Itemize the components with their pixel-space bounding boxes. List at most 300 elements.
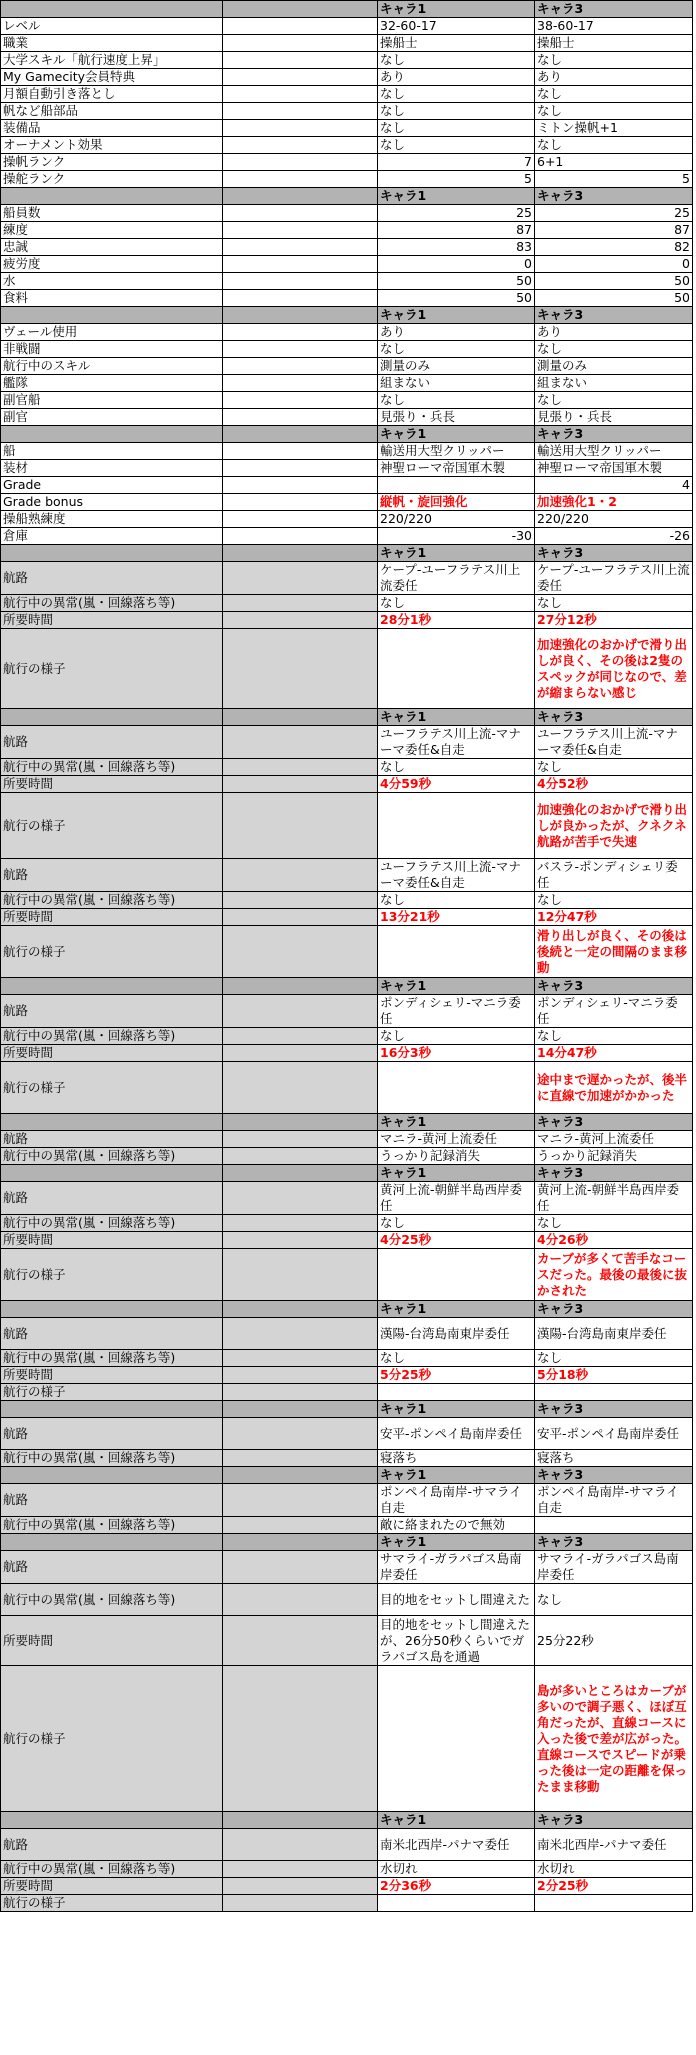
table-row xyxy=(1,528,693,545)
char3-value: キャラ3 xyxy=(535,1301,693,1318)
char3-value: キャラ3 xyxy=(535,1812,693,1829)
spacer-cell xyxy=(223,375,378,392)
char3-value: 4分26秒 xyxy=(535,1232,693,1249)
row-label: 操船熟練度 xyxy=(1,511,223,528)
section-header-row xyxy=(1,1301,693,1318)
spacer-cell xyxy=(223,1215,378,1232)
char1-value: キャラ1 xyxy=(378,978,535,995)
row-label xyxy=(1,426,223,443)
row-label xyxy=(1,1812,223,1829)
row-label: 航路 xyxy=(1,1829,223,1861)
spacer-cell xyxy=(223,1450,378,1467)
table-row xyxy=(1,1829,693,1861)
row-label: 航行の様子 xyxy=(1,793,223,859)
table-row xyxy=(1,759,693,776)
spacer-cell xyxy=(223,494,378,511)
char1-value: なし xyxy=(378,1215,535,1232)
row-label: 所要時間 xyxy=(1,909,223,926)
row-label xyxy=(1,188,223,205)
char1-value: 4分25秒 xyxy=(378,1232,535,1249)
table-row xyxy=(1,595,693,612)
char1-value: 50 xyxy=(378,290,535,307)
char1-value: 神聖ローマ帝国軍木製 xyxy=(378,460,535,477)
char3-value: なし xyxy=(535,759,693,776)
char1-value xyxy=(378,629,535,709)
spacer-cell xyxy=(223,1148,378,1165)
table-row xyxy=(1,1418,693,1450)
char1-value: なし xyxy=(378,103,535,120)
char3-value: 輸送用大型クリッパー xyxy=(535,443,693,460)
char1-value: 漢陽-台湾島南東岸委任 xyxy=(378,1318,535,1350)
table-row xyxy=(1,375,693,392)
char3-value: 組まない xyxy=(535,375,693,392)
char1-value: 見張り・兵長 xyxy=(378,409,535,426)
spacer-cell xyxy=(223,443,378,460)
row-label: 所要時間 xyxy=(1,1367,223,1384)
table-row xyxy=(1,205,693,222)
char1-value: なし xyxy=(378,595,535,612)
spacer-cell xyxy=(223,1666,378,1812)
char1-value: なし xyxy=(378,120,535,137)
spacer-cell xyxy=(223,1551,378,1584)
table-row xyxy=(1,443,693,460)
char3-value: -26 xyxy=(535,528,693,545)
char3-value: キャラ3 xyxy=(535,188,693,205)
char3-value: 測量のみ xyxy=(535,358,693,375)
row-label: 所要時間 xyxy=(1,1878,223,1895)
row-label: 航行中のスキル xyxy=(1,358,223,375)
row-label: レベル xyxy=(1,18,223,35)
char3-value xyxy=(535,1895,693,1912)
table-row xyxy=(1,726,693,759)
table-row xyxy=(1,793,693,859)
char3-value: 50 xyxy=(535,290,693,307)
spacer-cell xyxy=(223,1467,378,1484)
spacer-cell xyxy=(223,1165,378,1182)
char1-value: キャラ1 xyxy=(378,426,535,443)
row-label: 航路 xyxy=(1,562,223,595)
table-row xyxy=(1,1131,693,1148)
char3-value: 島が多いところはカーブが多いので調子悪く、ほぼ互角だったが、直線コースに入った後で差が広がった。直線コースでスピードが乗った後は一定の距離を保ったまま移動 xyxy=(535,1666,693,1812)
char3-value: 黄河上流-朝鮮半島西岸委任 xyxy=(535,1182,693,1215)
row-label: 航路 xyxy=(1,995,223,1028)
row-label xyxy=(1,307,223,324)
spacer-cell xyxy=(223,1182,378,1215)
spacer-cell xyxy=(223,1062,378,1114)
char1-value: 16分3秒 xyxy=(378,1045,535,1062)
spacer-cell xyxy=(223,1861,378,1878)
char1-value: 25 xyxy=(378,205,535,222)
char3-value: マニラ-黄河上流委任 xyxy=(535,1131,693,1148)
char3-value: なし xyxy=(535,341,693,358)
char3-value: キャラ3 xyxy=(535,1165,693,1182)
spacer-cell xyxy=(223,392,378,409)
spacer-cell xyxy=(223,1028,378,1045)
spacer-cell xyxy=(223,341,378,358)
spacer-cell xyxy=(223,759,378,776)
row-label: 帆など船部品 xyxy=(1,103,223,120)
row-label: 所要時間 xyxy=(1,1616,223,1666)
row-label: 航路 xyxy=(1,1551,223,1584)
char1-value: 組まない xyxy=(378,375,535,392)
section-header-row xyxy=(1,426,693,443)
char3-value: なし xyxy=(535,86,693,103)
char1-value: 黄河上流-朝鮮半島西岸委任 xyxy=(378,1182,535,1215)
char3-value: 4 xyxy=(535,477,693,494)
table-row xyxy=(1,1028,693,1045)
row-label: 航行中の異常(嵐・回線落ち等) xyxy=(1,1861,223,1878)
char3-value: 25分22秒 xyxy=(535,1616,693,1666)
char3-value: 6+1 xyxy=(535,154,693,171)
char1-value: なし xyxy=(378,52,535,69)
table-row xyxy=(1,909,693,926)
char3-value xyxy=(535,1384,693,1401)
char3-value: 加速強化のおかげで滑り出しが良かったが、クネクネ航路が苦手で失速 xyxy=(535,793,693,859)
char1-value: ユーフラテス川上流-マナーマ委任&自走 xyxy=(378,859,535,892)
row-label: 航行中の異常(嵐・回線落ち等) xyxy=(1,1148,223,1165)
spacer-cell xyxy=(223,409,378,426)
section-header-row xyxy=(1,1534,693,1551)
row-label: 艦隊 xyxy=(1,375,223,392)
char1-value: なし xyxy=(378,1028,535,1045)
char3-value: 操船士 xyxy=(535,35,693,52)
char1-value: なし xyxy=(378,86,535,103)
row-label: 航路 xyxy=(1,726,223,759)
char3-value: なし xyxy=(535,137,693,154)
spacer-cell xyxy=(223,909,378,926)
table-row xyxy=(1,18,693,35)
table-row xyxy=(1,1861,693,1878)
row-label: 航路 xyxy=(1,1131,223,1148)
table-row xyxy=(1,859,693,892)
spacer-cell xyxy=(223,1401,378,1418)
table-row xyxy=(1,1182,693,1215)
spacer-cell xyxy=(223,290,378,307)
spacer-cell xyxy=(223,69,378,86)
char1-value xyxy=(378,1384,535,1401)
spacer-cell xyxy=(223,1812,378,1829)
spacer-cell xyxy=(223,460,378,477)
char3-value xyxy=(535,1517,693,1534)
row-label xyxy=(1,1,223,18)
table-row xyxy=(1,239,693,256)
section-header-row xyxy=(1,1114,693,1131)
char3-value: 南米北西岸-パナマ委任 xyxy=(535,1829,693,1861)
char1-value: 南米北西岸-パナマ委任 xyxy=(378,1829,535,1861)
char1-value: キャラ1 xyxy=(378,1114,535,1131)
row-label: 航行中の異常(嵐・回線落ち等) xyxy=(1,892,223,909)
table-row xyxy=(1,511,693,528)
spacer-cell xyxy=(223,776,378,793)
char3-value: なし xyxy=(535,1350,693,1367)
table-row xyxy=(1,776,693,793)
row-label: 食料 xyxy=(1,290,223,307)
char3-value: 14分47秒 xyxy=(535,1045,693,1062)
row-label: 忠誠 xyxy=(1,239,223,256)
row-label: 航行の様子 xyxy=(1,629,223,709)
char1-value: キャラ1 xyxy=(378,1165,535,1182)
char1-value: 83 xyxy=(378,239,535,256)
char3-value: 82 xyxy=(535,239,693,256)
row-label: 装備品 xyxy=(1,120,223,137)
char1-value: -30 xyxy=(378,528,535,545)
spacer-cell xyxy=(223,793,378,859)
char3-value: キャラ3 xyxy=(535,545,693,562)
char1-value xyxy=(378,1895,535,1912)
table-row xyxy=(1,494,693,511)
row-label: 航行中の異常(嵐・回線落ち等) xyxy=(1,1350,223,1367)
section-header-row xyxy=(1,545,693,562)
spacer-cell xyxy=(223,859,378,892)
row-label: 副官 xyxy=(1,409,223,426)
char1-value: 13分21秒 xyxy=(378,909,535,926)
row-label: 航行中の異常(嵐・回線落ち等) xyxy=(1,1028,223,1045)
section-header-row xyxy=(1,307,693,324)
spacer-cell xyxy=(223,1350,378,1367)
spacer-cell xyxy=(223,726,378,759)
table-row xyxy=(1,392,693,409)
row-label: 操帆ランク xyxy=(1,154,223,171)
table-row xyxy=(1,1384,693,1401)
char3-value: サマライ-ガラパゴス島南岸委任 xyxy=(535,1551,693,1584)
spacer-cell xyxy=(223,1895,378,1912)
char3-value: なし xyxy=(535,1584,693,1616)
table-row xyxy=(1,1232,693,1249)
spacer-cell xyxy=(223,1384,378,1401)
char3-value: なし xyxy=(535,595,693,612)
char3-value: なし xyxy=(535,1028,693,1045)
table-row xyxy=(1,1318,693,1350)
char3-value: 滑り出しが良く、その後は後続と一定の間隔のまま移動 xyxy=(535,926,693,978)
section-header-row xyxy=(1,1401,693,1418)
row-label: 航路 xyxy=(1,859,223,892)
table-row xyxy=(1,409,693,426)
char1-value: なし xyxy=(378,392,535,409)
char3-value: ミトン操帆+1 xyxy=(535,120,693,137)
spacer-cell xyxy=(223,1517,378,1534)
char1-value: 87 xyxy=(378,222,535,239)
char3-value: 見張り・兵長 xyxy=(535,409,693,426)
spacer-cell xyxy=(223,1484,378,1517)
table-row xyxy=(1,1148,693,1165)
spacer-cell xyxy=(223,1418,378,1450)
char1-value: 5分25秒 xyxy=(378,1367,535,1384)
char3-value: 安平-ポンペイ島南岸委任 xyxy=(535,1418,693,1450)
char3-value: あり xyxy=(535,324,693,341)
char3-value: 水切れ xyxy=(535,1861,693,1878)
row-label xyxy=(1,1467,223,1484)
row-label xyxy=(1,1401,223,1418)
spacer-cell xyxy=(223,477,378,494)
table-row xyxy=(1,273,693,290)
char1-value: 2分36秒 xyxy=(378,1878,535,1895)
table-row xyxy=(1,926,693,978)
row-label: 操舵ランク xyxy=(1,171,223,188)
spacer-cell xyxy=(223,612,378,629)
table-row xyxy=(1,1895,693,1912)
spacer-cell xyxy=(223,137,378,154)
char3-value: 87 xyxy=(535,222,693,239)
spacer-cell xyxy=(223,511,378,528)
char1-value: 220/220 xyxy=(378,511,535,528)
char1-value: キャラ1 xyxy=(378,545,535,562)
char3-value: 漢陽-台湾島南東岸委任 xyxy=(535,1318,693,1350)
char3-value: 220/220 xyxy=(535,511,693,528)
table-row xyxy=(1,52,693,69)
row-label: 航行の様子 xyxy=(1,926,223,978)
table-row xyxy=(1,222,693,239)
table-row xyxy=(1,154,693,171)
char1-value: 敵に絡まれたので無効 xyxy=(378,1517,535,1534)
char1-value: あり xyxy=(378,324,535,341)
spacer-cell xyxy=(223,629,378,709)
char3-value: 4分52秒 xyxy=(535,776,693,793)
table-row xyxy=(1,137,693,154)
table-row xyxy=(1,1450,693,1467)
char1-value: 32-60-17 xyxy=(378,18,535,35)
char3-value: ケープ-ユーフラテス川上流委任 xyxy=(535,562,693,595)
char1-value xyxy=(378,1666,535,1812)
row-label: 月額自動引き落とし xyxy=(1,86,223,103)
char1-value: 操船士 xyxy=(378,35,535,52)
char1-value xyxy=(378,1062,535,1114)
row-label: 所要時間 xyxy=(1,612,223,629)
row-label: 航行の様子 xyxy=(1,1384,223,1401)
char3-value: 27分12秒 xyxy=(535,612,693,629)
spacer-cell xyxy=(223,528,378,545)
char1-value: キャラ1 xyxy=(378,1812,535,1829)
char3-value: 2分25秒 xyxy=(535,1878,693,1895)
table-row xyxy=(1,69,693,86)
row-label: 副官船 xyxy=(1,392,223,409)
sheet-body xyxy=(1,1,693,1912)
table-row xyxy=(1,256,693,273)
spacer-cell xyxy=(223,426,378,443)
char1-value: なし xyxy=(378,892,535,909)
char3-value: 神聖ローマ帝国軍木製 xyxy=(535,460,693,477)
row-label: My Gamecity会員特典 xyxy=(1,69,223,86)
spacer-cell xyxy=(223,595,378,612)
table-row xyxy=(1,1045,693,1062)
table-row xyxy=(1,1551,693,1584)
spacer-cell xyxy=(223,222,378,239)
char3-value: 25 xyxy=(535,205,693,222)
spacer-cell xyxy=(223,205,378,222)
spacer-cell xyxy=(223,926,378,978)
char3-value: キャラ3 xyxy=(535,709,693,726)
spacer-cell xyxy=(223,1318,378,1350)
row-label: 練度 xyxy=(1,222,223,239)
table-row xyxy=(1,341,693,358)
char1-value: 0 xyxy=(378,256,535,273)
char3-value: カーブが多くて苦手なコースだった。最後の最後に抜かされた xyxy=(535,1249,693,1301)
section-header-row xyxy=(1,188,693,205)
char1-value: 測量のみ xyxy=(378,358,535,375)
spacer-cell xyxy=(223,239,378,256)
char1-value xyxy=(378,793,535,859)
table-row xyxy=(1,120,693,137)
row-label: 倉庫 xyxy=(1,528,223,545)
table-row xyxy=(1,892,693,909)
table-row xyxy=(1,612,693,629)
char1-value: あり xyxy=(378,69,535,86)
char1-value: ポンペイ島南岸-サマライ自走 xyxy=(378,1484,535,1517)
row-label: 航路 xyxy=(1,1484,223,1517)
spacer-cell xyxy=(223,1114,378,1131)
spacer-cell xyxy=(223,892,378,909)
row-label xyxy=(1,1301,223,1318)
char1-value: 目的地をセットし間違えた xyxy=(378,1584,535,1616)
char3-value: ユーフラテス川上流-マナーマ委任&自走 xyxy=(535,726,693,759)
section-header-row xyxy=(1,1467,693,1484)
row-label: 航行の様子 xyxy=(1,1249,223,1301)
char1-value: 7 xyxy=(378,154,535,171)
char3-value: キャラ3 xyxy=(535,1,693,18)
table-row xyxy=(1,1215,693,1232)
char3-value: 寝落ち xyxy=(535,1450,693,1467)
row-label xyxy=(1,1534,223,1551)
spacer-cell xyxy=(223,978,378,995)
char1-value: 5 xyxy=(378,171,535,188)
section-header-row xyxy=(1,1,693,18)
section-header-row xyxy=(1,709,693,726)
table-row xyxy=(1,629,693,709)
spacer-cell xyxy=(223,1616,378,1666)
spacer-cell xyxy=(223,562,378,595)
row-label: 航行中の異常(嵐・回線落ち等) xyxy=(1,759,223,776)
char3-value: なし xyxy=(535,103,693,120)
char3-value: 加速強化のおかげで滑り出しが良く、その後は2隻のスペックが同じなので、差が縮まらない感じ xyxy=(535,629,693,709)
char3-value: キャラ3 xyxy=(535,1401,693,1418)
row-label: 大学スキル「航行速度上昇」 xyxy=(1,52,223,69)
row-label: 航行の様子 xyxy=(1,1895,223,1912)
spacer-cell xyxy=(223,1131,378,1148)
row-label: 航行中の異常(嵐・回線落ち等) xyxy=(1,595,223,612)
char3-value: 5分18秒 xyxy=(535,1367,693,1384)
row-label: 航行中の異常(嵐・回線落ち等) xyxy=(1,1450,223,1467)
char1-value xyxy=(378,926,535,978)
char1-value: 安平-ポンペイ島南岸委任 xyxy=(378,1418,535,1450)
spacer-cell xyxy=(223,188,378,205)
spacer-cell xyxy=(223,995,378,1028)
row-label: Grade bonus xyxy=(1,494,223,511)
row-label: ヴェール使用 xyxy=(1,324,223,341)
table-row xyxy=(1,1666,693,1812)
spacer-cell xyxy=(223,171,378,188)
spacer-cell xyxy=(223,52,378,69)
section-header-row xyxy=(1,1165,693,1182)
row-label: 水 xyxy=(1,273,223,290)
char1-value: キャラ1 xyxy=(378,1301,535,1318)
table-row xyxy=(1,86,693,103)
spacer-cell xyxy=(223,1829,378,1861)
char3-value: なし xyxy=(535,892,693,909)
row-label: Grade xyxy=(1,477,223,494)
row-label: 航行の様子 xyxy=(1,1062,223,1114)
section-header-row xyxy=(1,978,693,995)
row-label: 所要時間 xyxy=(1,1045,223,1062)
row-label: 職業 xyxy=(1,35,223,52)
table-row xyxy=(1,103,693,120)
char1-value: キャラ1 xyxy=(378,307,535,324)
spacer-cell xyxy=(223,324,378,341)
row-label xyxy=(1,1165,223,1182)
char1-value: 4分59秒 xyxy=(378,776,535,793)
char1-value: キャラ1 xyxy=(378,709,535,726)
spacer-cell xyxy=(223,86,378,103)
char3-value: キャラ3 xyxy=(535,1114,693,1131)
spacer-cell xyxy=(223,154,378,171)
